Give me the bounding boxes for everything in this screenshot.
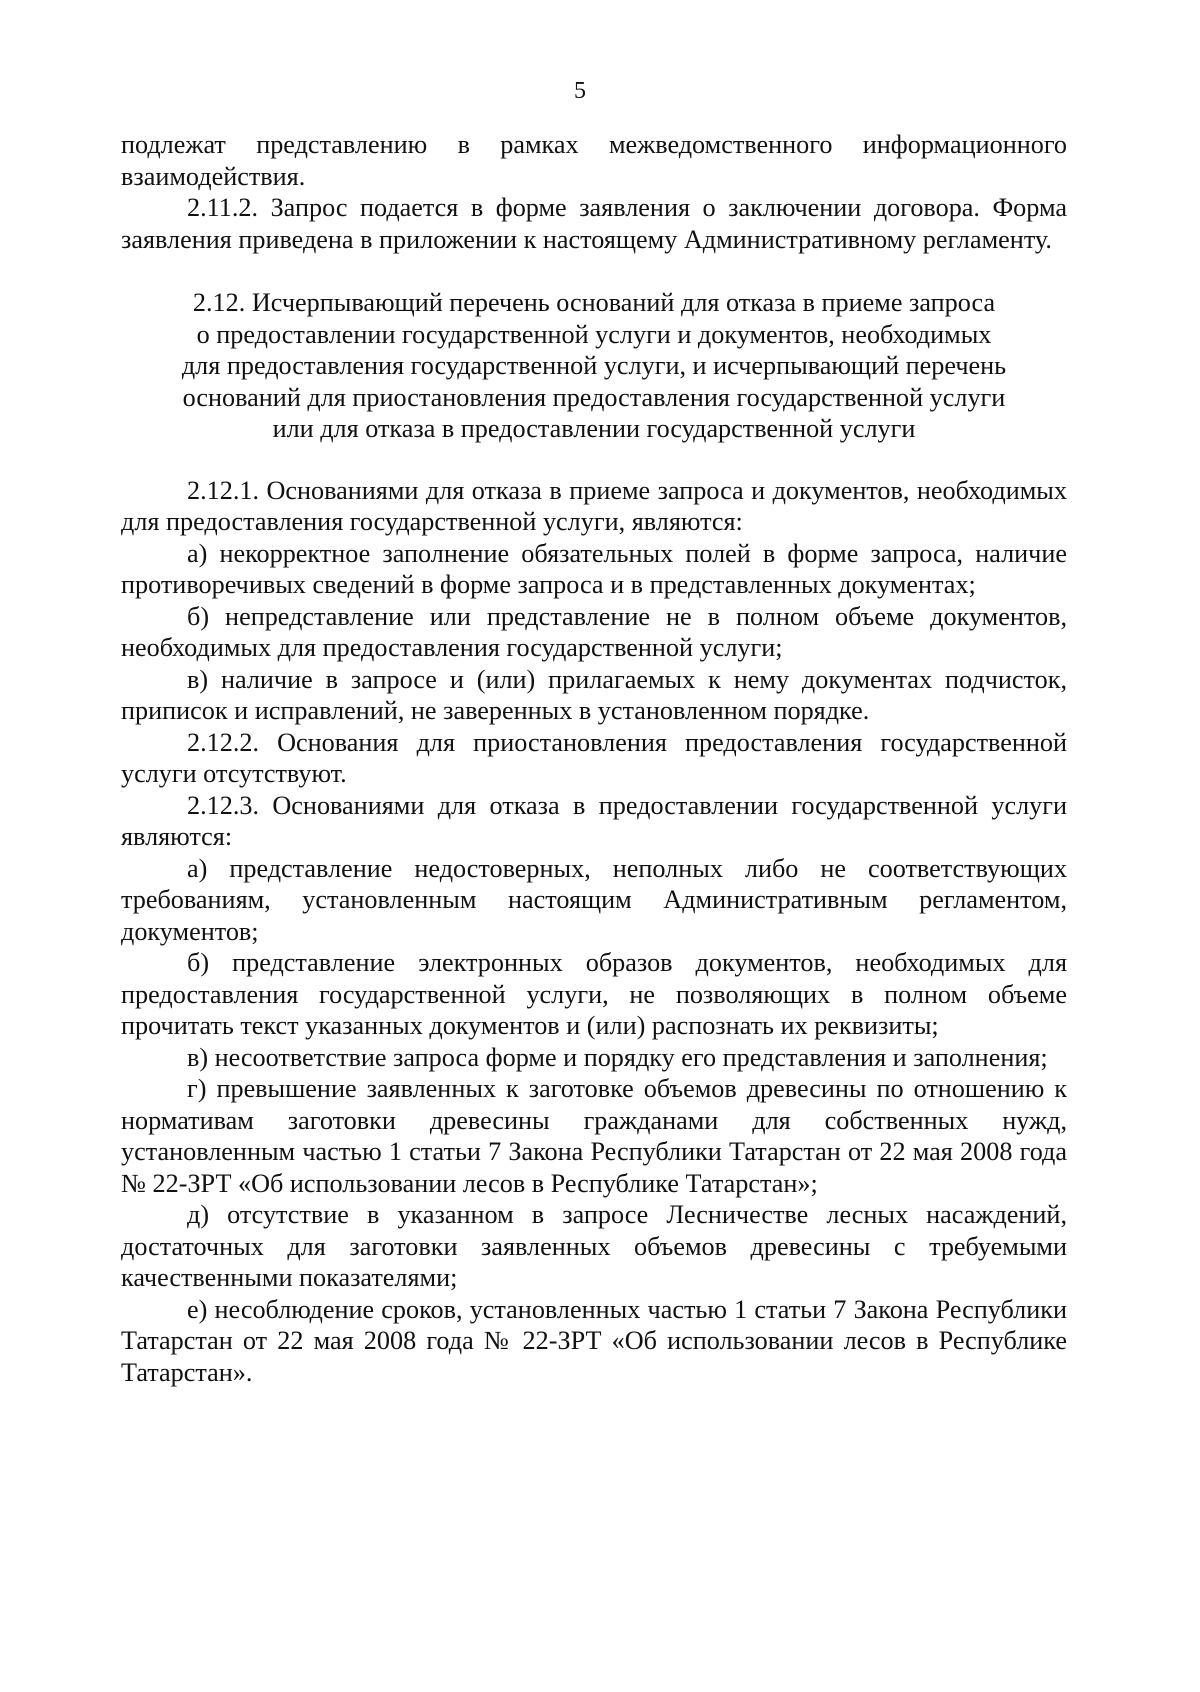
list-item-a: а) представление недостоверных, неполных либо не соответствующих требованиям, установленным настоящим Административным регламентом, документов; bbox=[121, 853, 1067, 946]
list-item-d: д) отсутствие в указанном в запросе Лесничестве лесных насаждений, достаточных для заготовки заявленных объемов древесины с требуемыми качественными показателями; bbox=[121, 1200, 1067, 1292]
paragraph-2-11-2: 2.11.2. Запрос подается в форме заявления о заключении договора. Форма заявления приведена в приложении к настоящему Административному регламенту. bbox=[121, 193, 1067, 254]
section-heading-2-12 bbox=[121, 287, 1067, 445]
list-item-e: е) несоблюдение сроков, установленных частью 1 статьи 7 Закона Республики Татарстан от 22 мая 2008 года № 22-ЗРТ «Об использовании лесов в Республике Татарстан». bbox=[121, 1294, 1067, 1387]
heading-line: о предоставлении государственной услуги и документов, необходимых bbox=[196, 319, 992, 349]
paragraph-2-12-3: 2.12.3. Основаниями для отказа в предоставлении государственной услуги являются: bbox=[121, 790, 1067, 851]
list-item-v: в) наличие в запросе и (или) прилагаемых к нему документах подчисток, приписок и исправлений, не заверенных в установленном порядке. bbox=[121, 664, 1067, 725]
heading-line: оснований для приостановления предоставления государственной услуги bbox=[182, 382, 1006, 412]
list-item-b: б) представление электронных образов документов, необходимых для предоставления государственной услуги, не позволяющих в полном объеме прочитать текст указанных документов и (или) распознать их реквизиты; bbox=[121, 948, 1067, 1040]
paragraph-continuation: подлежат представлению в рамках межведомственного информационного взаимодействия. bbox=[121, 130, 1067, 191]
list-item-a: а) некорректное заполнение обязательных полей в форме запроса, наличие противоречивых сведений в форме запроса и в представленных документах; bbox=[121, 538, 1067, 599]
heading-line: 2.12. Исчерпывающий перечень оснований для отказа в приеме запроса bbox=[192, 288, 996, 317]
paragraph-2-12-2: 2.12.2. Основания для приостановления предоставления государственной услуги отсутствуют. bbox=[121, 727, 1067, 788]
heading-line: для предоставления государственной услуги, и исчерпывающий перечень bbox=[181, 351, 1007, 380]
list-item-v: в) несоответствие запроса форме и порядку его представления и заполнения; bbox=[187, 1042, 1048, 1072]
list-item-b: б) непредставление или представление не в полном объеме документов, необходимых для предоставления государственной услуги; bbox=[121, 601, 1067, 662]
list-item-g: г) превышение заявленных к заготовке объемов древесины по отношению к нормативам заготовки древесины гражданами для собственных нужд, установленным частью 1 статьи 7 Закона Республики Татарстан от 22 мая 2008 года № 22-ЗРТ «Об использовании лесов в Республике Татарстан»; bbox=[121, 1074, 1067, 1198]
heading-line: или для отказа в предоставлении государственной услуги bbox=[272, 414, 916, 443]
document-body bbox=[121, 129, 1067, 1388]
paragraph-2-12-1: 2.12.1. Основаниями для отказа в приеме запроса и документов, необходимых для предоставления государственной услуги, являются: bbox=[121, 475, 1067, 536]
page-number: 5 bbox=[574, 78, 586, 104]
